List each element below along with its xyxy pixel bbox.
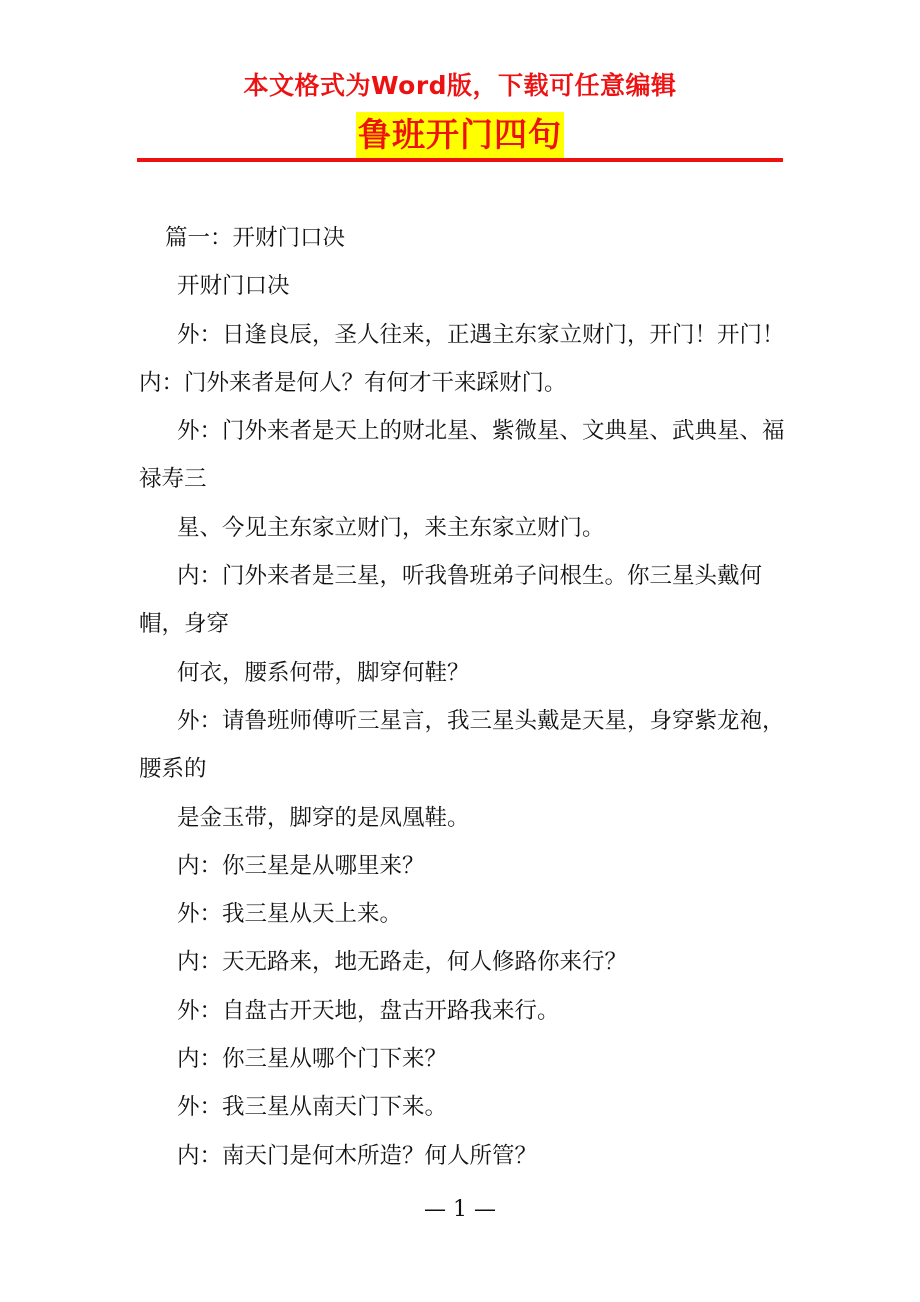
paragraph: 外：请鲁班师傅听三星言，我三星头戴是天星，身穿紫龙袍，腰系的 [139,707,785,783]
section-heading: 篇一：开财门口决 [165,225,346,251]
format-notice: 本文格式为Word版，下载可任意编辑 [243,71,677,100]
paragraph: 内：天无路来，地无路走，何人修路你来行？ [177,949,628,976]
paragraph: 内：门外来者是三星，听我鲁班弟子问根生。你三星头戴何帽，身穿 [139,563,763,638]
paragraph: 内：你三星是从哪里来？ [177,852,425,879]
paragraph: 外：我三星从南天门下来。 [177,1094,448,1121]
paragraph: 外：日逢良辰，圣人往来，正遇主东家立财门，开门！开门！ 内：门外来者是何人？有何才干来踩财门。 [139,321,785,396]
page-number: — 1 — [424,1197,496,1222]
paragraph: 外：自盘古开天地，盘古开路我来行。 [177,997,560,1024]
document-title: 鲁班开门四句 [356,112,564,158]
paragraph: 开财门口决 [177,273,290,300]
paragraph: 外：门外来者是天上的财北星、紫微星、文典星、武典星、福禄寿三 [139,418,785,493]
document-body [139,214,787,1180]
paragraph: 外：我三星从天上来。 [177,901,403,928]
paragraph: 内：你三星从哪个门下来？ [177,1046,448,1073]
title-container [0,112,920,158]
paragraph: 内：南天门是何木所造？何人所管？ [177,1142,538,1169]
paragraph: 星、今见主东家立财门，来主东家立财门。 [177,514,605,541]
paragraph: 何衣，腰系何带，脚穿何鞋？ [177,659,470,686]
title-divider [137,158,783,162]
paragraph: 是金玉带，脚穿的是凤凰鞋。 [177,804,470,831]
